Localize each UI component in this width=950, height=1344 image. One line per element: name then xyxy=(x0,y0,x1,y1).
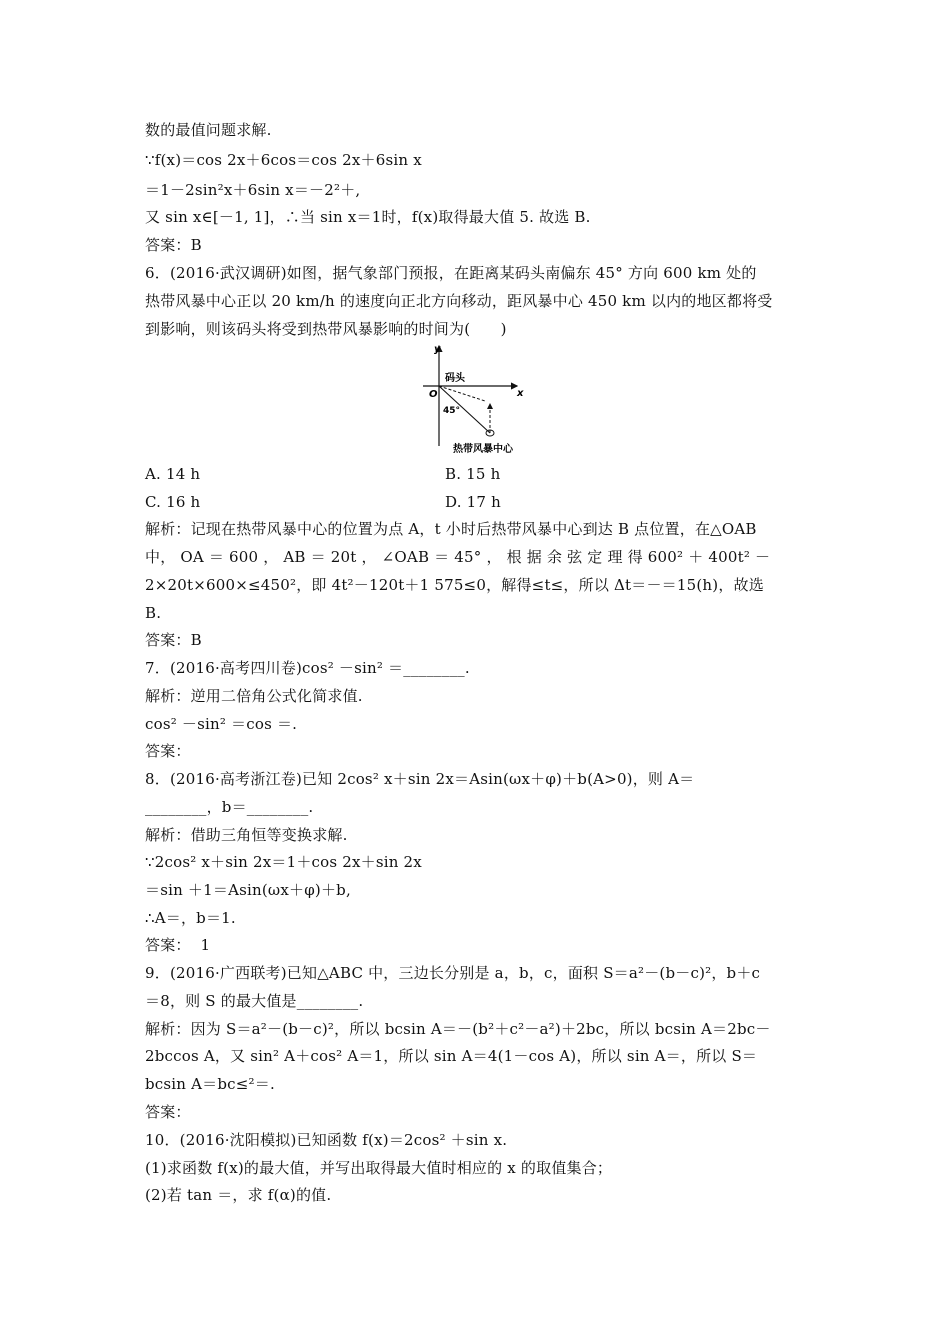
answer-line: 答案：B xyxy=(145,631,202,649)
answer-line: 答案：B xyxy=(145,236,202,254)
angle-label: 45° xyxy=(443,406,461,416)
answer-line: 答案： xyxy=(145,1103,191,1121)
text-line: ∴A＝，b＝1. xyxy=(145,909,236,927)
text-line: ＝1－2sin²x＋6sin x＝－2²＋, xyxy=(145,181,361,199)
text-line: 到影响，则该码头将受到热带风暴影响的时间为( ) xyxy=(145,320,507,338)
question-8: 8．(2016·高考浙江卷)已知 2cos² x＋sin 2x＝Asin(ωx＋φ)＋b(A>0)，则 A＝ xyxy=(145,770,695,788)
solution-line: 解析：记现在热带风暴中心的位置为点 A，t 小时后热带风暴中心到达 B 点位置，在△OAB xyxy=(145,520,757,538)
text-line: ∵f(x)＝cos 2x＋6cos＝cos 2x＋6sin x xyxy=(145,151,422,169)
question-10: 10．(2016·沈阳模拟)已知函数 f(x)＝2cos² ＋sin x. xyxy=(145,1131,508,1149)
text-line: ＝8，则 S 的最大值是________. xyxy=(145,992,364,1010)
storm-center-label: 热带风暴中心 xyxy=(453,444,513,455)
text-line: 又 sin x∈[－1, 1]，∴当 sin x＝1时，f(x)取得最大值 5. 故选 B. xyxy=(145,208,591,226)
storm-diagram xyxy=(415,338,550,460)
text-line: B. xyxy=(145,604,162,622)
question-7: 7．(2016·高考四川卷)cos² －sin² ＝________. xyxy=(145,659,470,677)
x-axis-label: x xyxy=(517,388,524,399)
y-axis-label: y xyxy=(434,344,441,355)
text-line: (1)求函数 f(x)的最大值，并写出取得最大值时相应的 x 的取值集合； xyxy=(145,1159,613,1177)
solution-line: 解析：逆用二倍角公式化简求值. xyxy=(145,687,363,705)
solution-line: 解析：因为 S＝a²－(b－c)²，所以 bcsin A＝－(b²＋c²－a²)＋2bc，所以 bcsin A＝2bc－ xyxy=(145,1020,771,1038)
question-9: 9．(2016·广西联考)已知△ABC 中，三边长分别是 a，b，c，面积 S＝a²－(b－c)²，b＋c xyxy=(145,964,761,982)
text-line: 热带风暴中心正以 20 km/h 的速度向正北方向移动，距风暴中心 450 km 以内的地区都将受 xyxy=(145,292,773,310)
text-line: ∵2cos² x＋sin 2x＝1＋cos 2x＋sin 2x xyxy=(145,853,422,871)
text-line: ________，b＝________. xyxy=(145,798,314,816)
text-line: cos² －sin² ＝cos ＝. xyxy=(145,715,298,733)
text-line: (2)若 tan ＝，求 f(α)的值. xyxy=(145,1186,332,1204)
answer-line: 答案： xyxy=(145,742,191,760)
text-line: bcsin A＝bc≤²＝. xyxy=(145,1075,275,1093)
origin-label: O xyxy=(429,389,438,400)
option-a: A. 14 h xyxy=(145,465,201,483)
option-b: B. 15 h xyxy=(445,465,501,483)
dock-label: 码头 xyxy=(445,373,465,384)
solution-line: 解析：借助三角恒等变换求解. xyxy=(145,826,348,844)
option-d: D. 17 h xyxy=(445,493,501,511)
text-line: 数的最值问题求解. xyxy=(145,121,272,139)
text-line: 2×20t×600×≤450²，即 4t²－120t＋1 575≤0，解得≤t≤，所以 Δt＝－＝15(h)，故选 xyxy=(145,576,764,594)
text-line: 中， OA ＝ 600 ， AB ＝ 20t ， ∠OAB ＝ 45° ， 根 据 余 弦 定 理 得 600² ＋ 400t² － xyxy=(145,548,771,566)
question-6: 6．(2016·武汉调研)如图，据气象部门预报，在距离某码头南偏东 45° 方向 600 km 处的 xyxy=(145,264,757,282)
text-line: 2bccos A，又 sin² A＋cos² A＝1，所以 sin A＝4(1－cos A)，所以 sin A＝，所以 S＝ xyxy=(145,1047,758,1065)
answer-line: 答案： 1 xyxy=(145,936,211,954)
option-c: C. 16 h xyxy=(145,493,201,511)
text-line: ＝sin ＋1＝Asin(ωx＋φ)＋b, xyxy=(145,881,351,899)
dashed-line xyxy=(439,386,485,401)
